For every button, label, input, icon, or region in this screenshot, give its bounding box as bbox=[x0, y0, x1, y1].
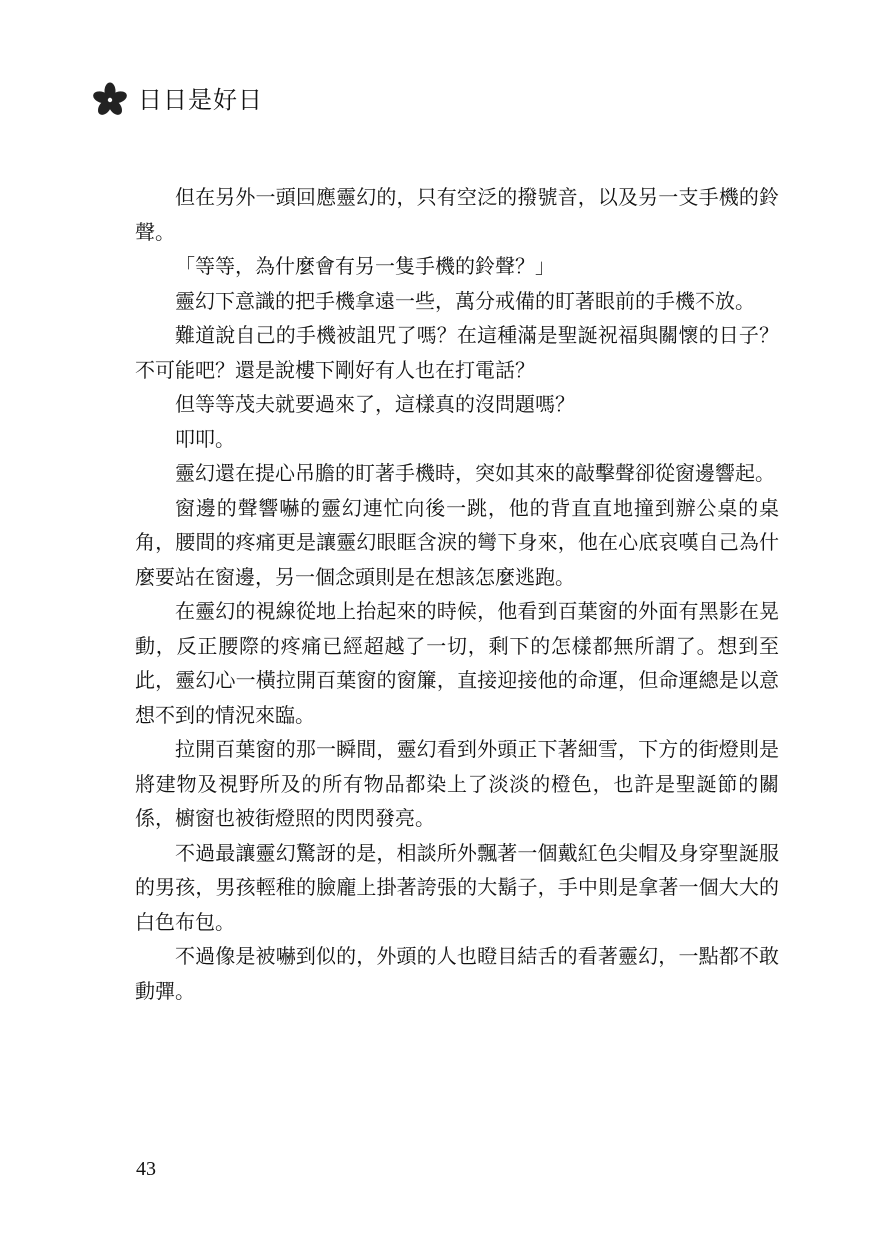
page-number: 43 bbox=[136, 1158, 156, 1180]
paragraph: 「等等，為什麼會有另一隻手機的鈴聲？」 bbox=[175, 254, 555, 278]
paragraph: 叩叩。 bbox=[175, 426, 235, 451]
paragraph: 拉開百葉窗的那一瞬間，靈幻看到外頭正下著細雪，下方的街燈則是將建物及視野所及的所有物品都染上了淡淡的橙色，也許是聖誕節的關係，櫥窗也被街燈照的閃閃發亮。 bbox=[135, 737, 779, 830]
paragraph: 窗邊的聲響嚇的靈幻連忙向後一跳，他的背直直地撞到辦公桌的桌角，腰間的疼痛更是讓靈幻眼眶含淚的彎下身來，他在心底哀嘆自己為什麼要站在窗邊，另一個念頭則是在想該怎麼逃跑。 bbox=[135, 495, 779, 589]
running-header bbox=[92, 82, 263, 118]
paragraph: 但在另外一頭回應靈幻的，只有空泛的撥號音，以及另一支手機的鈴聲。 bbox=[135, 185, 779, 244]
paragraph: 難道說自己的手機被詛咒了嗎？在這種滿是聖誕祝福與關懷的日子？不可能吧？還是說樓下剛好有人也在打電話？ bbox=[135, 323, 779, 382]
paragraph: 不過最讓靈幻驚訝的是，相談所外飄著一個戴紅色尖帽及身穿聖誕服的男孩，男孩輕稚的臉龐上掛著誇張的大鬍子，手中則是拿著一個大大的白色布包。 bbox=[135, 840, 779, 934]
paragraph: 靈幻下意識的把手機拿遠一些，萬分戒備的盯著眼前的手機不放。 bbox=[175, 288, 755, 313]
paragraph: 不過像是被嚇到似的，外頭的人也瞪目結舌的看著靈幻，一點都不敢動彈。 bbox=[135, 944, 779, 1003]
book-title: 日日是好日 bbox=[138, 86, 263, 114]
paragraph: 在靈幻的視線從地上抬起來的時候，他看到百葉窗的外面有黑影在晃動，反正腰際的疼痛已經超越了一切，剩下的怎樣都無所謂了。想到至此，靈幻心一橫拉開百葉窗的窗簾，直接迎接他的命運，但命運總是以意想不到的情況來臨。 bbox=[135, 599, 779, 727]
paragraph: 但等等茂夫就要過來了，這樣真的沒問題嗎？ bbox=[175, 392, 575, 416]
flower-icon bbox=[92, 82, 128, 118]
body-text bbox=[135, 180, 779, 1008]
paragraph: 靈幻還在提心吊膽的盯著手機時，突如其來的敲擊聲卻從窗邊響起。 bbox=[175, 461, 775, 485]
